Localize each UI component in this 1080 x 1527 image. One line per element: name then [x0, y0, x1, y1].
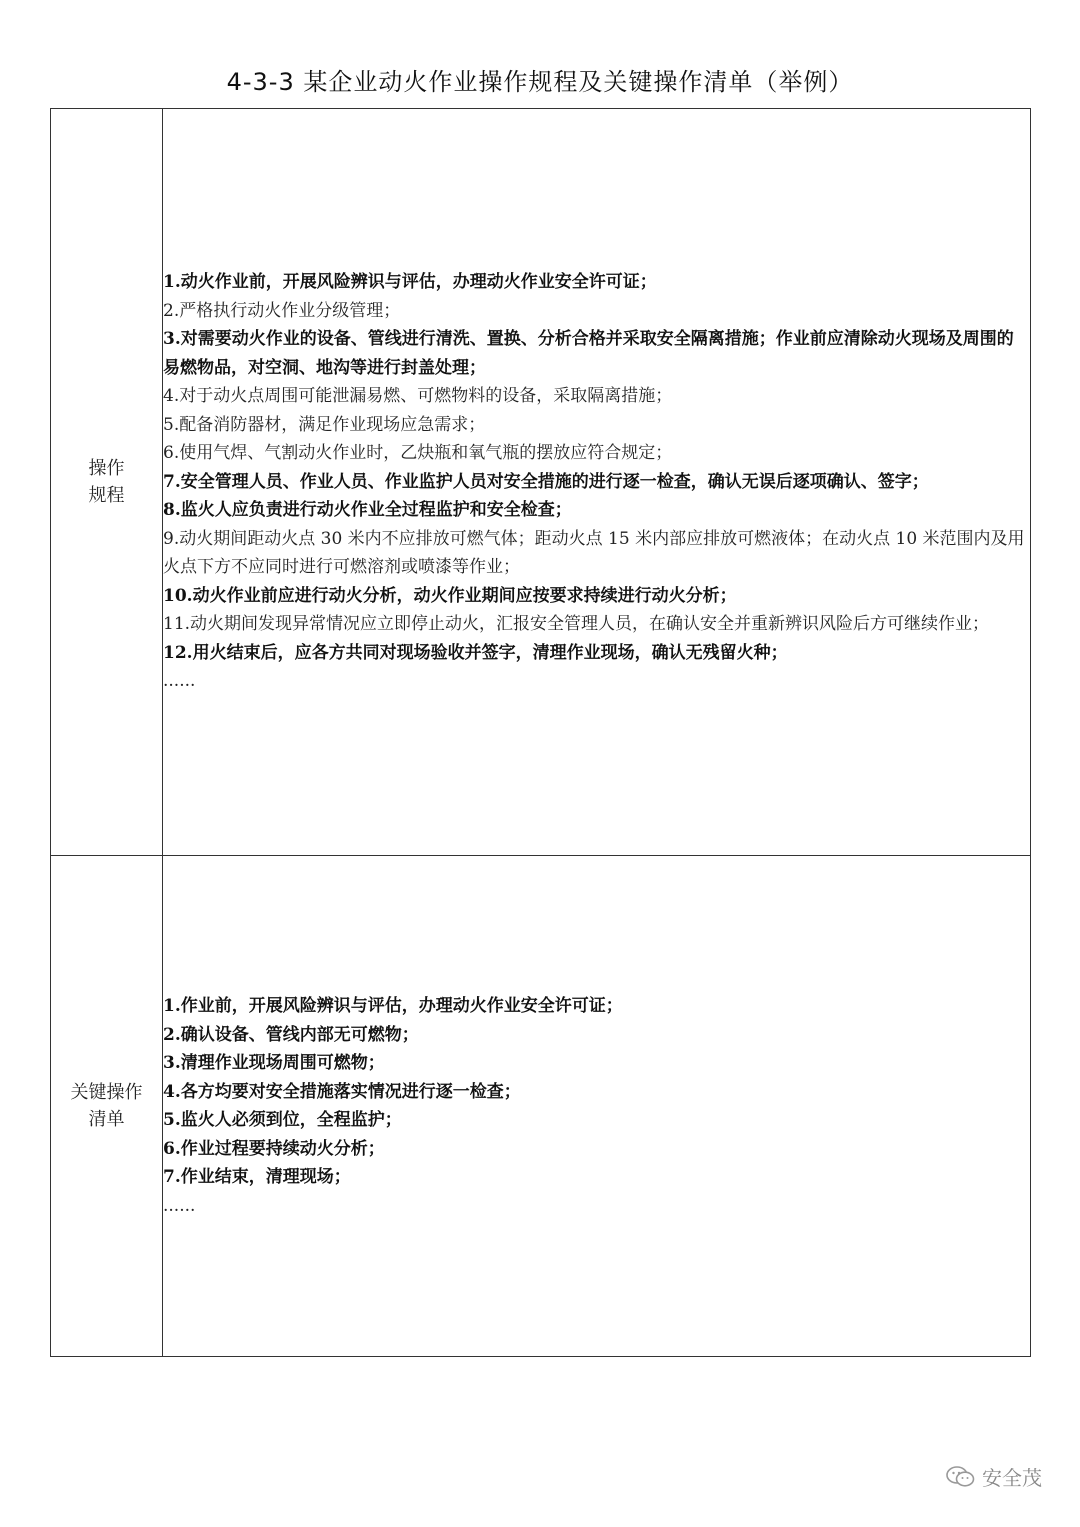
list-item: 12.用火结束后，应各方共同对现场验收并签字，清理作业现场，确认无残留火种； — [163, 642, 788, 663]
row-content-key-operations — [163, 856, 1031, 1357]
list-item: ...... — [163, 671, 196, 692]
list-item: 10.动火作业前应进行动火分析，动火作业期间应按要求持续进行动火分析； — [163, 585, 737, 606]
list-item: 8.监火人应负责进行动火作业全过程监护和安全检查； — [163, 500, 572, 521]
list-item: 2.严格执行动火作业分级管理； — [163, 300, 401, 321]
list-item: 7.安全管理人员、作业人员、作业监护人员对安全措施的进行逐一检查，确认无误后逐项确认、签字； — [163, 471, 929, 492]
key-operations-list — [163, 992, 1030, 1220]
wechat-icon — [946, 1465, 976, 1489]
list-item: 6.作业过程要持续动火分析； — [163, 1138, 385, 1159]
row-content-procedure — [163, 109, 1031, 856]
list-item: 2.确认设备、管线内部无可燃物； — [163, 1024, 419, 1045]
row-label-line: 规程 — [88, 485, 125, 506]
row-label-procedure — [51, 109, 163, 856]
list-item: 3.清理作业现场周围可燃物； — [163, 1053, 385, 1073]
procedure-list — [163, 268, 1030, 696]
list-item: 6.使用气焊、气割动火作业时，乙炔瓶和氧气瓶的摆放应符合规定； — [163, 443, 673, 464]
list-item: 9.动火期间距动火点 30 米内不应排放可燃气体；距动火点 15 米内部应排放可燃液体；在动火点 10 米范围内及用火点下方不应同时进行可燃溶剂或喷漆等作业； — [163, 528, 1025, 578]
procedure-table — [50, 108, 1031, 1357]
row-label-line: 操作 — [88, 458, 125, 479]
page-title: 4-3-3 某企业动火作业操作规程及关键操作清单（举例） — [226, 68, 854, 96]
list-item: 4.各方均要对安全措施落实情况进行逐一检查； — [163, 1081, 521, 1102]
list-item: 1.动火作业前，开展风险辨识与评估，办理动火作业安全许可证； — [163, 272, 657, 293]
row-label-line: 清单 — [88, 1109, 125, 1130]
list-item: 5.监火人必须到位，全程监护； — [163, 1110, 402, 1130]
row-label-key-operations — [51, 856, 163, 1357]
list-item: 11.动火期间发现异常情况应立即停止动火，汇报安全管理人员，在确认安全并重新辨识风险后方可继续作业； — [163, 614, 990, 635]
list-item: 3.对需要动火作业的设备、管线进行清洗、置换、分析合格并采取安全隔离措施；作业前应清除动火现场及周围的易燃物品，对空洞、地沟等进行封盖处理； — [163, 329, 1014, 378]
table-row-key-operations — [51, 856, 1031, 1357]
watermark — [946, 1462, 1042, 1491]
list-item: ...... — [163, 1195, 196, 1216]
list-item: 7.作业结束，清理现场； — [163, 1167, 351, 1187]
watermark-text: 安全茂 — [982, 1466, 1042, 1490]
list-item: 5.配备消防器材，满足作业现场应急需求； — [163, 414, 486, 435]
list-item: 1.作业前，开展风险辨识与评估，办理动火作业安全许可证； — [163, 996, 623, 1016]
table-row-procedure — [51, 109, 1031, 856]
row-label-line: 关键操作 — [70, 1082, 143, 1103]
list-item: 4.对于动火点周围可能泄漏易燃、可燃物料的设备，采取隔离措施； — [163, 386, 673, 407]
